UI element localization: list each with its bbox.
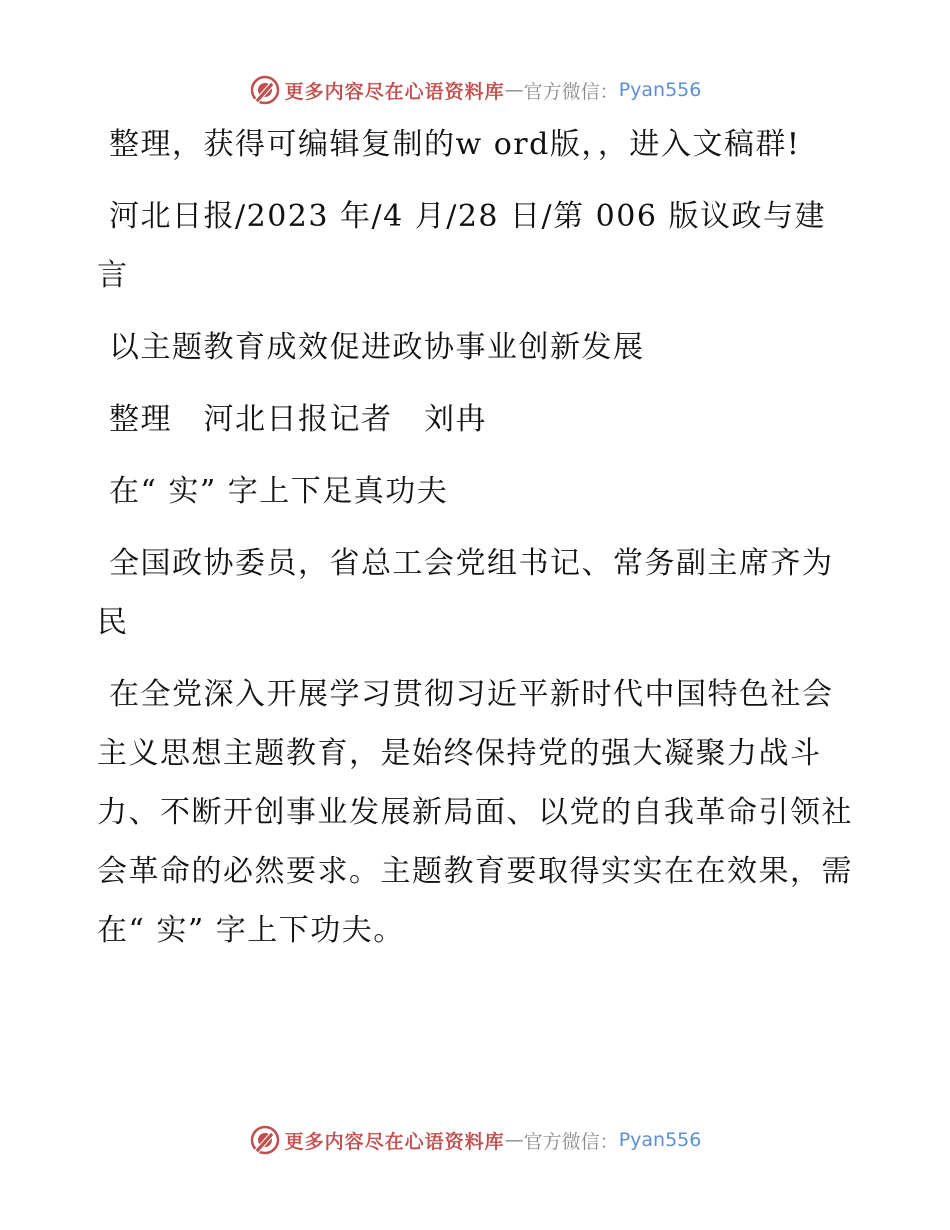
- subheading: 在“ 实” 字上下足真功夫: [109, 474, 449, 509]
- header-wechat-id: Pyan556: [618, 79, 702, 101]
- footer-separator: —: [504, 1129, 524, 1151]
- header-wechat-label: 官方微信：: [523, 80, 619, 103]
- source-line: 河北日报/2023 年/4 月/28 日/第 006 版议政与建言: [97, 199, 826, 293]
- header-separator: —: [504, 79, 524, 101]
- header-brand-text: 更多内容尽在心语资料库: [284, 80, 505, 103]
- intro-paragraph: 整理，获得可编辑复制的w ord版，，进入文稿群!: [109, 127, 801, 162]
- pen-circle-icon: [249, 1124, 281, 1156]
- document-body: [97, 115, 857, 960]
- footer-brand-text: 更多内容尽在心语资料库: [284, 1130, 505, 1153]
- article-title: 以主题教育成效促进政协事业创新发展: [109, 330, 645, 365]
- speaker-line: 全国政协委员，省总工会党组书记、常务副主席齐为民: [97, 546, 834, 640]
- body-paragraph: 在全党深入开展学习贯彻习近平新时代中国特色社会主义思想主题教育，是始终保持党的强大凝聚力战斗力、不断开创事业发展新局面、以党的自我革命引领社会革命的必然要求。主题教育要取得实实在在效果，需在“ 实” 字上下功夫。: [97, 677, 853, 948]
- footer-wechat-id: Pyan556: [618, 1129, 702, 1151]
- footer-banner: [0, 1120, 950, 1160]
- header-banner: [0, 70, 950, 110]
- byline: 整理 河北日报记者 刘冉: [109, 402, 487, 437]
- footer-wechat-label: 官方微信：: [523, 1130, 619, 1153]
- pen-circle-icon: [249, 74, 281, 106]
